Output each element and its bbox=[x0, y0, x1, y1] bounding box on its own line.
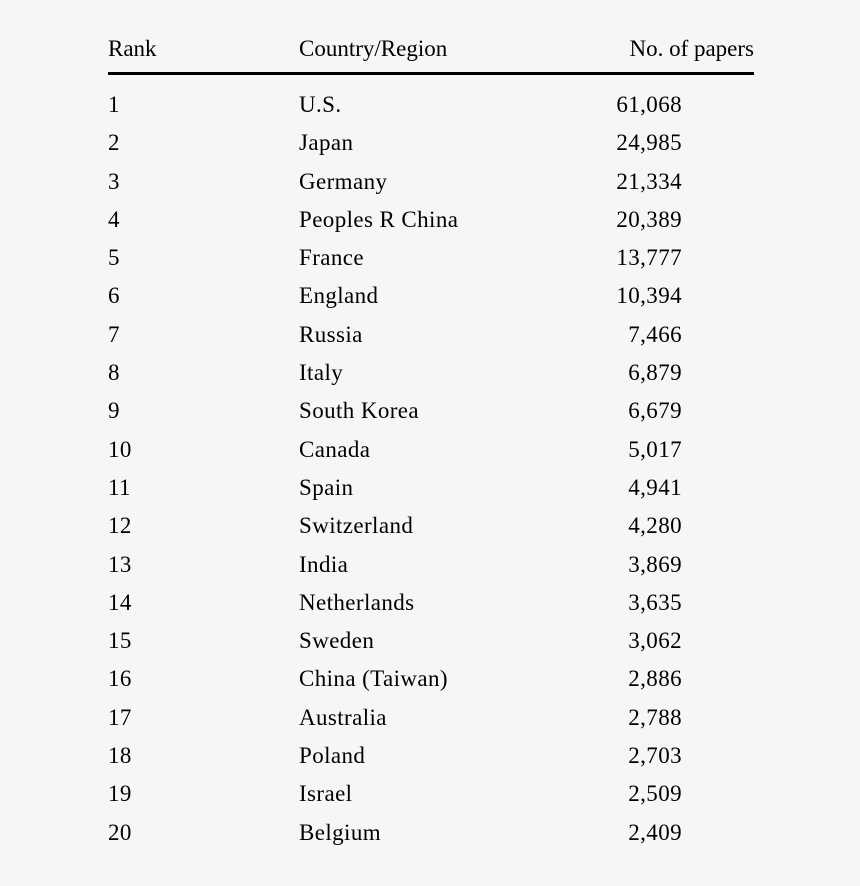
header-rank: Rank bbox=[108, 36, 157, 61]
papers-cell: 24,985 bbox=[616, 130, 682, 156]
rank-cell: 18 bbox=[108, 743, 132, 769]
rank-cell: 3 bbox=[108, 168, 120, 194]
country-cell: Germany bbox=[299, 168, 388, 194]
papers-by-country-table bbox=[108, 30, 754, 853]
table-row bbox=[108, 661, 754, 699]
papers-cell: 20,389 bbox=[616, 206, 682, 232]
papers-cell: 3,062 bbox=[628, 628, 682, 654]
header-country-region: Country/Region bbox=[299, 36, 448, 61]
country-cell: Canada bbox=[299, 436, 371, 462]
table-row bbox=[108, 508, 754, 546]
country-cell: France bbox=[299, 245, 364, 271]
table-row bbox=[108, 278, 754, 316]
country-cell: Australia bbox=[299, 704, 387, 730]
rank-cell: 5 bbox=[108, 245, 120, 271]
table-row bbox=[108, 700, 754, 738]
papers-cell: 13,777 bbox=[616, 245, 682, 271]
rank-cell: 4 bbox=[108, 206, 120, 232]
papers-cell: 61,068 bbox=[616, 92, 682, 117]
table-row bbox=[108, 815, 754, 853]
rank-cell: 7 bbox=[108, 321, 120, 347]
papers-cell: 10,394 bbox=[616, 283, 682, 309]
table-row bbox=[108, 355, 754, 393]
papers-cell: 6,879 bbox=[628, 360, 682, 386]
table-row bbox=[108, 393, 754, 431]
rank-cell: 8 bbox=[108, 360, 120, 386]
table-row bbox=[108, 623, 754, 661]
papers-cell: 2,788 bbox=[628, 704, 682, 730]
papers-cell: 5,017 bbox=[628, 436, 682, 462]
rank-cell: 19 bbox=[108, 781, 132, 807]
rank-cell: 10 bbox=[108, 436, 132, 462]
papers-cell: 2,703 bbox=[628, 743, 682, 769]
rank-cell: 16 bbox=[108, 666, 132, 692]
country-cell: Netherlands bbox=[299, 589, 415, 615]
country-cell: Sweden bbox=[299, 628, 375, 654]
table-row bbox=[108, 202, 754, 240]
country-cell: India bbox=[299, 551, 349, 577]
table-row bbox=[108, 317, 754, 355]
papers-cell: 4,941 bbox=[628, 474, 682, 500]
papers-cell: 2,409 bbox=[628, 819, 682, 845]
table-row bbox=[108, 432, 754, 470]
country-cell: Spain bbox=[299, 474, 354, 500]
rank-cell: 13 bbox=[108, 551, 132, 577]
papers-cell: 6,679 bbox=[628, 398, 682, 424]
papers-cell: 3,635 bbox=[628, 589, 682, 615]
country-cell: China (Taiwan) bbox=[299, 666, 448, 692]
country-cell: Russia bbox=[299, 321, 363, 347]
country-cell: Italy bbox=[299, 360, 344, 386]
papers-cell: 7,466 bbox=[628, 321, 682, 347]
table-row bbox=[108, 470, 754, 508]
country-cell: South Korea bbox=[299, 398, 420, 424]
table-header-row bbox=[108, 30, 754, 68]
country-cell: Belgium bbox=[299, 819, 382, 845]
rank-cell: 9 bbox=[108, 398, 120, 424]
table-row bbox=[108, 547, 754, 585]
rank-cell: 20 bbox=[108, 819, 132, 845]
papers-cell: 2,509 bbox=[628, 781, 682, 807]
header-no-of-papers: No. of papers bbox=[629, 36, 754, 61]
rank-cell: 14 bbox=[108, 589, 132, 615]
header-rule bbox=[108, 72, 754, 75]
papers-cell: 2,886 bbox=[628, 666, 682, 692]
rank-cell: 15 bbox=[108, 628, 132, 654]
country-cell: England bbox=[299, 283, 379, 309]
table-row bbox=[108, 585, 754, 623]
table-row bbox=[108, 776, 754, 814]
country-cell: Poland bbox=[299, 743, 366, 769]
papers-cell: 21,334 bbox=[616, 168, 682, 194]
rank-cell: 6 bbox=[108, 283, 120, 309]
papers-cell: 3,869 bbox=[628, 551, 682, 577]
table-row bbox=[108, 125, 754, 163]
rank-cell: 11 bbox=[108, 474, 131, 500]
table-row bbox=[108, 738, 754, 776]
rank-cell: 12 bbox=[108, 513, 132, 539]
country-cell: Israel bbox=[299, 781, 353, 807]
country-cell: Switzerland bbox=[299, 513, 414, 539]
table-row bbox=[108, 240, 754, 278]
country-cell: U.S. bbox=[299, 92, 342, 117]
country-cell: Japan bbox=[299, 130, 354, 156]
table-row bbox=[108, 87, 754, 125]
rank-cell: 17 bbox=[108, 704, 132, 730]
rank-cell: 1 bbox=[108, 92, 120, 117]
rank-cell: 2 bbox=[108, 130, 120, 156]
papers-cell: 4,280 bbox=[628, 513, 682, 539]
country-cell: Peoples R China bbox=[299, 206, 459, 232]
table-row bbox=[108, 164, 754, 202]
table-body bbox=[108, 87, 754, 853]
